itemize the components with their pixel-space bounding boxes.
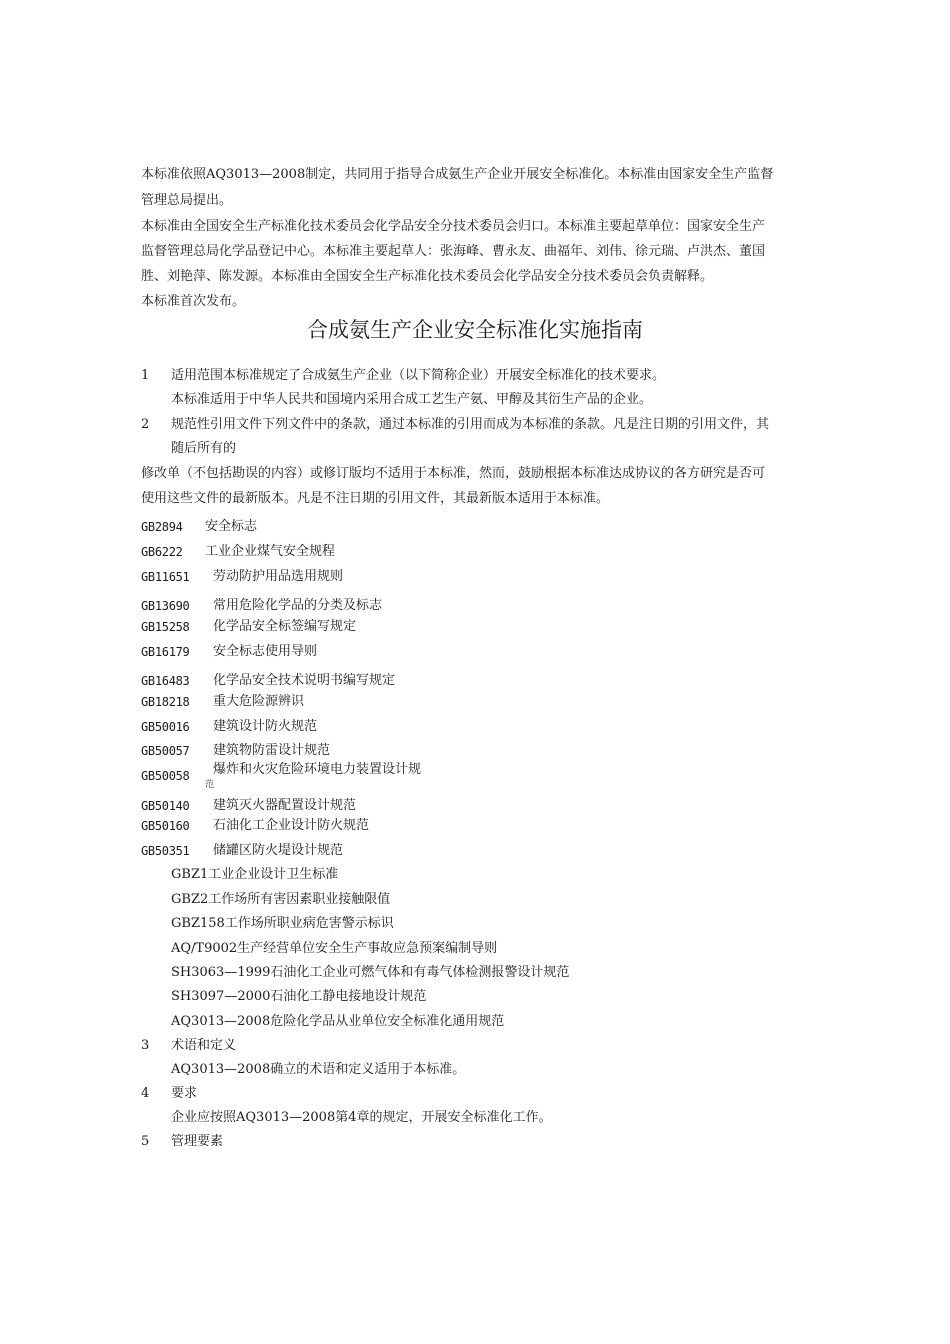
reference-item: AQ/T9002生产经营单位安全生产事故应急预案编制导则 xyxy=(171,941,498,956)
section-text: 随后所有的 xyxy=(171,441,237,456)
section-title: 要求 xyxy=(171,1086,198,1101)
section-number: 1 xyxy=(141,368,150,383)
reference-title: 建筑灭火器配置设计规范 xyxy=(213,798,357,813)
preface-line: 监督管理总局化学品登记中心。本标准主要起草人：张海峰、曹永友、曲福年、刘伟、徐元瑞、卢洪杰、董国 xyxy=(141,244,766,259)
reference-title: 常用危险化学品的分类及标志 xyxy=(213,598,383,613)
section-title: 术语和定义 xyxy=(171,1038,237,1053)
section-text: 本标准适用于中华人民共和国境内采用合成工艺生产氨、甲醇及其衍生产品的企业。 xyxy=(171,392,653,407)
reference-code: GB13690 xyxy=(141,599,190,613)
reference-code: GB2894 xyxy=(141,520,183,534)
reference-code: GB16483 xyxy=(141,674,190,688)
reference-title: 建筑设计防火规范 xyxy=(213,719,318,734)
reference-title: 安全标志使用导则 xyxy=(213,644,318,659)
reference-code: GB50160 xyxy=(141,819,190,833)
reference-code: GB50016 xyxy=(141,720,190,734)
reference-title: 劳动防护用品选用规则 xyxy=(213,569,344,584)
reference-item: SH3097—2000石油化工静电接地设计规范 xyxy=(171,989,427,1004)
section-text: 企业应按照AQ3013—2008第4章的规定，开展安全标准化工作。 xyxy=(171,1110,552,1125)
preface-line: 本标准由全国安全生产标准化技术委员会化学品安全分技术委员会归口。本标准主要起草单位：国家安全生产 xyxy=(141,219,766,234)
section-text: 适用范围本标准规定了合成氨生产企业（以下简称企业）开展安全标准化的技术要求。 xyxy=(171,368,666,383)
reference-title: 化学品安全标签编写规定 xyxy=(213,619,357,634)
preface-line: 本标准首次发布。 xyxy=(141,294,246,309)
reference-title: 建筑物防雷设计规范 xyxy=(213,743,331,758)
reference-code: GB6222 xyxy=(141,545,183,559)
reference-title: 安全标志 xyxy=(205,519,258,534)
reference-code: GB50351 xyxy=(141,844,190,858)
reference-item: GBZ2工作场所有害因素职业接触限值 xyxy=(171,892,391,907)
preface-line: 胜、刘艳萍、陈发源。本标准由全国安全生产标准化技术委员会化学品安全分技术委员会负责解释。 xyxy=(141,269,714,284)
reference-code: GB18218 xyxy=(141,695,190,709)
reference-title-overflow: 范 xyxy=(205,780,215,790)
section-number: 4 xyxy=(141,1086,150,1101)
section-number: 2 xyxy=(141,417,150,432)
section-text: 使用这些文件的最新版本。凡是不注日期的引用文件，其最新版本适用于本标准。 xyxy=(141,491,610,506)
reference-item: SH3063—1999石油化工企业可燃气体和有毒气体检测报警设计规范 xyxy=(171,965,570,980)
preface-line: 本标准依照AQ3013—2008制定，共同用于指导合成氨生产企业开展安全标准化。本标准由国家安全生产监督 xyxy=(141,167,774,182)
reference-title: 爆炸和火灾危险环境电力装置设计规 xyxy=(213,762,422,777)
page-title: 合成氨生产企业安全标准化实施指南 xyxy=(307,318,643,342)
reference-item: GBZ158工作场所职业病危害警示标识 xyxy=(171,916,394,931)
reference-code: GB11651 xyxy=(141,570,190,584)
section-number: 5 xyxy=(141,1134,150,1149)
reference-code: GB50140 xyxy=(141,799,190,813)
reference-title: 石油化工企业设计防火规范 xyxy=(213,818,370,833)
reference-code: GB50058 xyxy=(141,769,190,783)
reference-title: 重大危险源辨识 xyxy=(213,694,305,709)
section-text: 修改单（不包括勘误的内容）或修订版均不适用于本标准，然而，鼓励根据本标准达成协议的各方研究是否可 xyxy=(141,466,766,481)
reference-code: GB15258 xyxy=(141,620,190,634)
reference-code: GB50057 xyxy=(141,744,190,758)
reference-item: AQ3013—2008危险化学品从业单位安全标准化通用规范 xyxy=(171,1014,505,1029)
reference-code: GB16179 xyxy=(141,645,190,659)
reference-item: GBZ1工业企业设计卫生标准 xyxy=(171,867,339,882)
preface-line: 管理总局提出。 xyxy=(141,193,233,208)
section-text: 规范性引用文件下列文件中的条款，通过本标准的引用而成为本标准的条款。凡是注日期的引用文件，其 xyxy=(171,417,770,432)
reference-title: 工业企业煤气安全规程 xyxy=(205,544,336,559)
section-number: 3 xyxy=(141,1038,150,1053)
section-title: 管理要素 xyxy=(171,1134,224,1149)
reference-title: 储罐区防火堤设计规范 xyxy=(213,843,344,858)
section-text: AQ3013—2008确立的术语和定义适用于本标准。 xyxy=(171,1062,466,1077)
reference-title: 化学品安全技术说明书编写规定 xyxy=(213,673,396,688)
